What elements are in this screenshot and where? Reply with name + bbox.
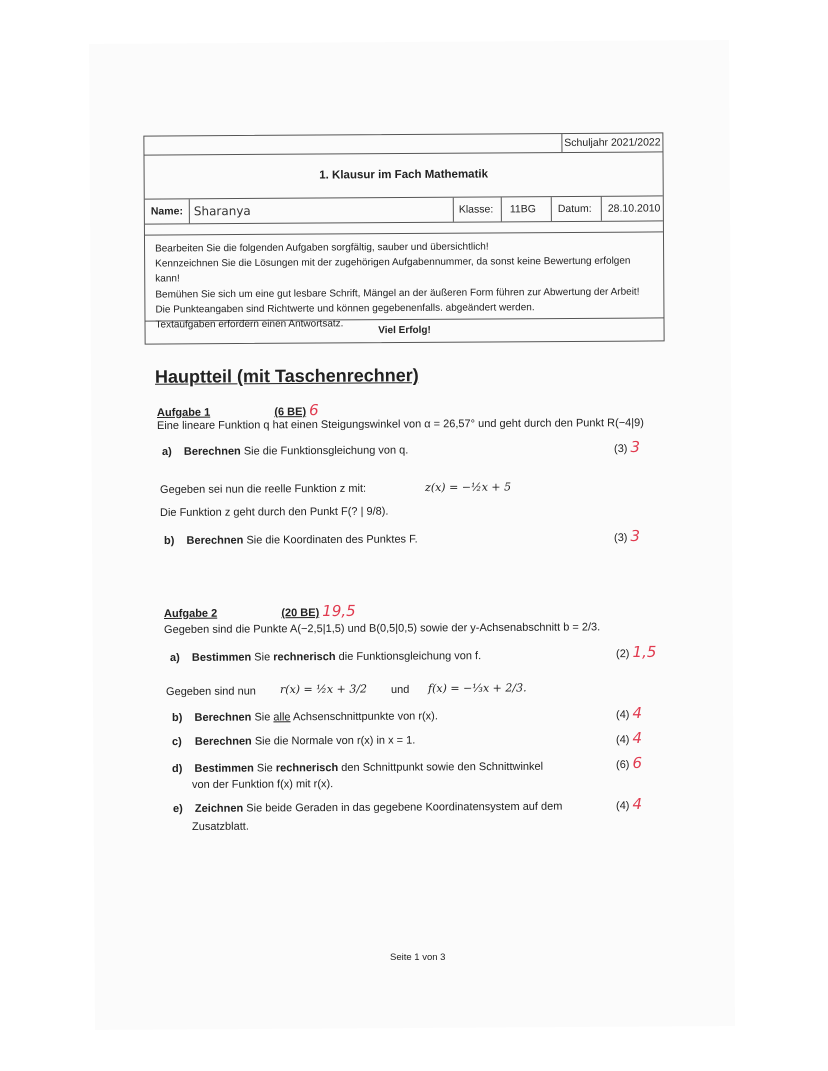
task2-c-verb: Berechnen	[194, 735, 252, 748]
task2-b-text-ul: alle	[273, 711, 291, 724]
task2-d-verb: Bestimmen	[194, 762, 254, 775]
exam-header-table	[143, 132, 664, 344]
task2-e-verb: Zeichnen	[194, 802, 244, 815]
name-value: Sharanya	[189, 198, 454, 224]
task2-d-pts: (6)	[615, 758, 630, 772]
task2-e-pts: (4)	[615, 799, 630, 813]
main-title: Hauptteil (mit Taschenrechner)	[154, 365, 419, 387]
task1-given-formula: z(x) = −½x + 5	[424, 480, 512, 494]
task2-e-score: 4	[632, 794, 643, 813]
task1-b-points	[614, 527, 640, 545]
task1-b-text: Sie die Koordinaten des Punktes F.	[246, 533, 418, 547]
class-value: 11BG	[501, 197, 554, 221]
task1-a-text: Sie die Funktionsgleichung von q.	[243, 444, 409, 458]
task2-e-line2: Zusatzblatt.	[191, 820, 249, 833]
task2-e-label: e)	[172, 802, 183, 815]
task2-c-text: Sie die Normale von r(x) in x = 1.	[254, 734, 416, 748]
date-value: 28.10.2010	[601, 196, 670, 220]
task2-c-label: c)	[171, 735, 182, 748]
task1-b	[164, 533, 418, 547]
task2-be: (20 BE)	[281, 607, 320, 620]
task2-b-label: b)	[171, 711, 183, 724]
date-label: Datum:	[551, 197, 606, 221]
task2-e-points	[616, 795, 642, 813]
task2-score: 19,5	[322, 601, 356, 621]
task2-intro: Gegeben sind die Punkte A(−2,5|1,5) und B(0,5|0,5) sowie der y-Achsenabschnitt b = 2/3.	[163, 621, 601, 636]
task2-b-text-2: Achsenschnittpunkte von r(x).	[292, 710, 438, 724]
task2-d-text-2: den Schnittpunkt sowie den Schnittwinkel	[341, 760, 544, 774]
task1-a-points	[614, 438, 640, 456]
task1-heading	[157, 401, 319, 420]
instruction-line: Kennzeichnen Sie die Lösungen mit der zugehörigen Aufgabennummer, da sonst keine Bewertung erfolgen kann!	[155, 255, 631, 285]
task1-b-pts: (3)	[613, 531, 628, 545]
task2-d-score: 6	[632, 753, 643, 772]
task2-b-score: 4	[632, 703, 643, 722]
task2-given: Gegeben sind nun	[165, 685, 256, 698]
task2-a-text-2: die Funktionsgleichung von f.	[338, 650, 482, 663]
page-footer: Seite 1 von 3	[390, 952, 446, 963]
task2-d-text-bold: rechnerisch	[275, 761, 339, 775]
task2-d-line2: von der Funktion f(x) mit r(x).	[191, 778, 334, 791]
task2-title: Aufgabe 2	[163, 607, 218, 620]
task1-a-score: 3	[630, 437, 641, 456]
task1-intro: Eine lineare Funktion q hat einen Steigungswinkel von α = 26,57° und geht durch den Punkt R(−4|9)	[156, 417, 644, 432]
class-label: Klasse:	[453, 197, 503, 221]
instruction-line: Bemühen Sie sich um eine gut lesbare Schrift, Mängel an der äußeren Form führen zur Abwertung der Arbeit!	[155, 286, 640, 301]
name-label: Name:	[150, 205, 183, 218]
task1-b-score: 3	[630, 526, 641, 545]
task2-a	[170, 650, 481, 664]
task2-d	[172, 761, 543, 775]
task1-given: Gegeben sei nun die reelle Funktion z mit:	[159, 482, 367, 496]
task2-r-formula: r(x) = ½x + 3/2	[279, 682, 368, 696]
task2-heading	[164, 602, 356, 621]
task2-e	[173, 801, 563, 815]
task2-a-text-1: Sie	[254, 651, 271, 664]
task1-a-label: a)	[161, 445, 172, 458]
school-year: Schuljahr 2021/2022	[561, 133, 662, 152]
task2-a-text-bold: rechnerisch	[273, 650, 336, 664]
student-info-row	[145, 196, 663, 224]
task1-point: Die Funktion z geht durch den Punkt F(? | 9/8).	[159, 505, 389, 519]
task2-b-text-1: Sie	[254, 711, 271, 724]
instruction-line: Bearbeiten Sie die folgenden Aufgaben sorgfältig, sauber und übersichtlich!	[155, 241, 489, 255]
task2-a-label: a)	[169, 651, 180, 664]
task2-a-pts: (2)	[615, 648, 630, 661]
task2-c-score: 4	[632, 728, 643, 747]
task2-c-points	[616, 729, 642, 747]
task2-d-text-1: Sie	[256, 762, 273, 775]
task2-d-points	[616, 754, 642, 772]
task1-a-verb: Berechnen	[183, 445, 241, 458]
task1-b-verb: Berechnen	[186, 534, 244, 547]
task1-title: Aufgabe 1	[156, 406, 211, 419]
task2-b	[172, 710, 438, 724]
exam-title: 1. Klausur im Fach Mathematik	[144, 152, 662, 199]
task1-b-label: b)	[163, 534, 175, 547]
task2-c-pts: (4)	[615, 733, 630, 747]
task1-a-pts: (3)	[613, 442, 628, 456]
task2-a-verb: Bestimmen	[191, 651, 252, 664]
instruction-line: Textaufgaben erfordern einen Antwortsatz.	[155, 318, 344, 331]
task1-be: (6 BE)	[274, 406, 307, 419]
task2-b-pts: (4)	[615, 708, 630, 722]
good-luck: Viel Erfolg!	[378, 324, 431, 337]
task2-f-formula: f(x) = −⅓x + 2/3.	[427, 681, 527, 695]
task2-a-score: 1,5	[632, 642, 657, 662]
task2-and: und	[390, 683, 410, 696]
task2-c	[172, 735, 415, 748]
task1-score: 6	[309, 401, 319, 420]
task2-b-points	[616, 704, 642, 722]
task2-e-text-1: Sie beide Geraden in das gegebene Koordinatensystem auf dem	[246, 800, 563, 815]
task2-a-points	[616, 643, 656, 661]
task2-d-label: d)	[171, 762, 183, 775]
task1-a	[162, 444, 408, 458]
instruction-line: Die Punkteangaben sind Richtwerte und können gegebenenfalls. abgeändert werden.	[155, 302, 535, 316]
task2-b-verb: Berechnen	[194, 711, 252, 724]
